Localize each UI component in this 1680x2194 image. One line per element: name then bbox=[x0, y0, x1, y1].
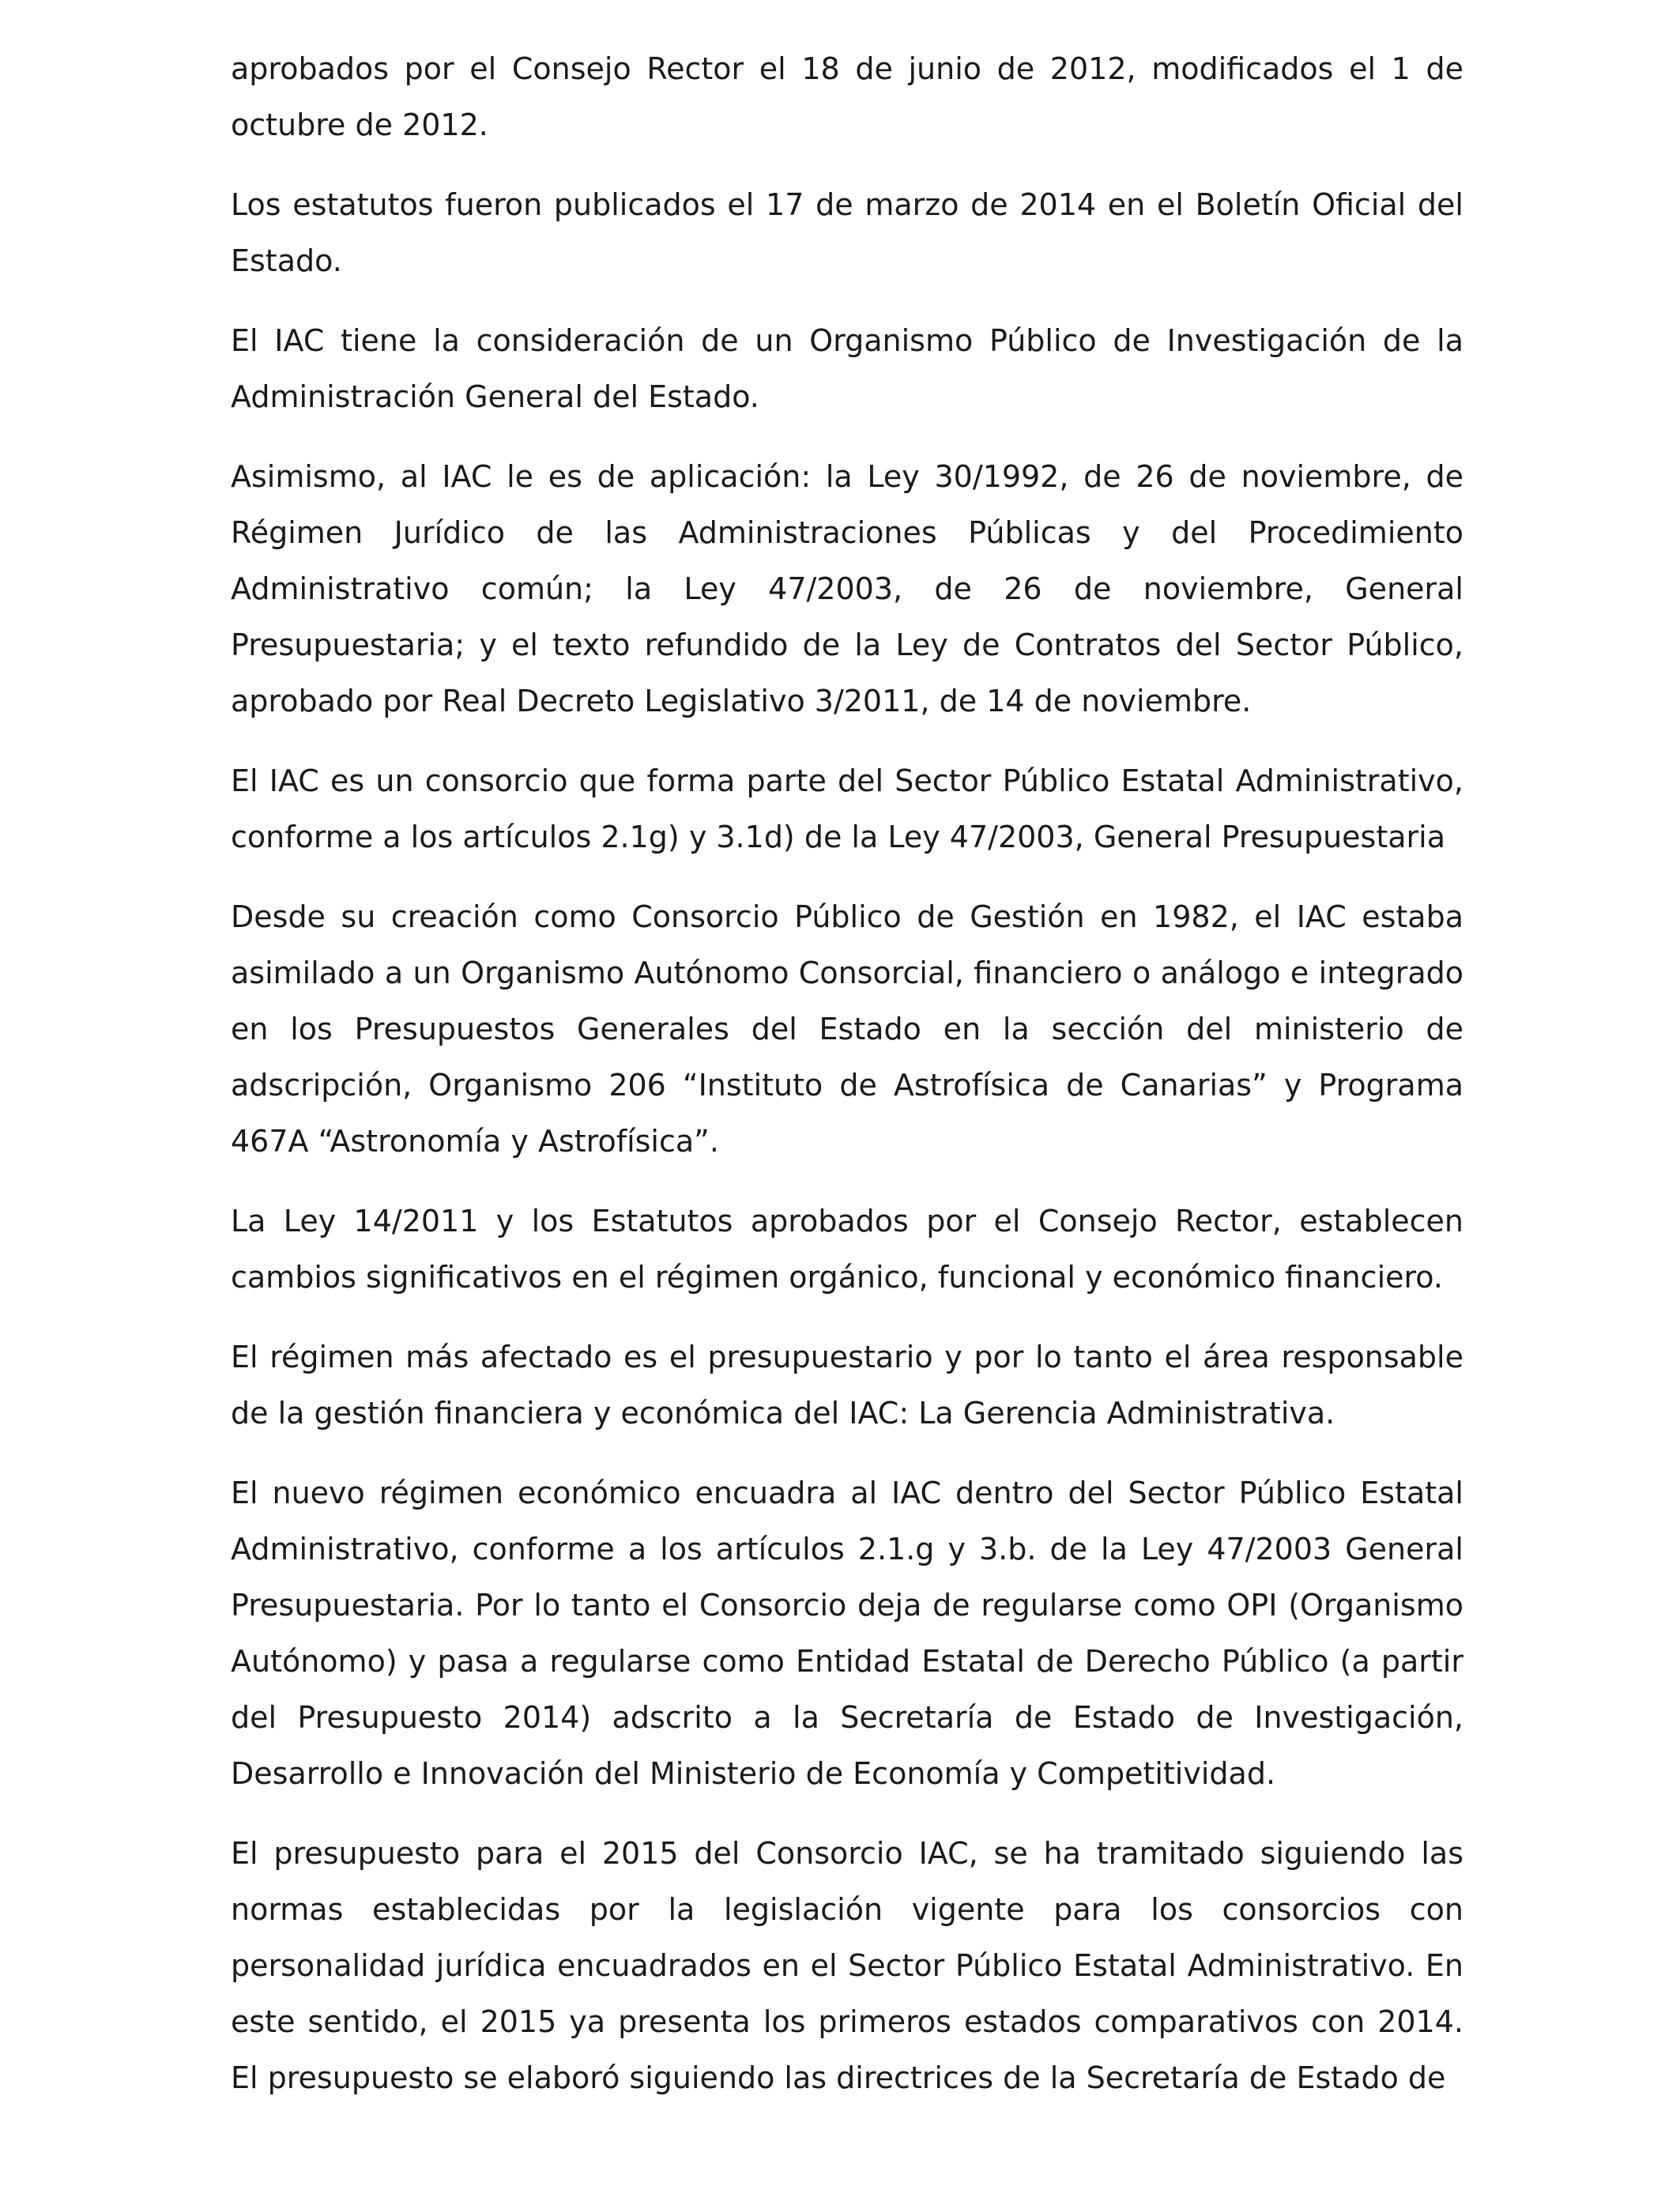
paragraph-4: Asimismo, al IAC le es de aplicación: la Ley 30/1992, de 26 de noviembre, de Régimen Jurídico de las Administraciones Públicas y del Procedimiento Administrativo común; la Ley 47/2003, de 26 de noviembre, General Presupuestaria; y el texto refundido de la Ley de Contratos del Sector Público, aprobado por Real Decreto Legislativo 3/2011, de 14 de noviembre. bbox=[231, 459, 1463, 718]
paragraph-3: El IAC tiene la consideración de un Organismo Público de Investigación de la Administración General del Estado. bbox=[231, 323, 1463, 414]
paragraph-5: El IAC es un consorcio que forma parte del Sector Público Estatal Administrativo, conforme a los artículos 2.1g) y 3.1d) de la Ley 47/2003, General Presupuestaria bbox=[231, 763, 1463, 854]
paragraph-7: La Ley 14/2011 y los Estatutos aprobados por el Consejo Rector, establecen cambios significativos en el régimen orgánico, funcional y económico financiero. bbox=[231, 1204, 1463, 1295]
document-body bbox=[231, 41, 1463, 2130]
paragraph-10: El presupuesto para el 2015 del Consorcio IAC, se ha tramitado siguiendo las normas establecidas por la legislación vigente para los consorcios con personalidad jurídica encuadrados en el Sector Público Estatal Administrativo. En este sentido, el 2015 ya presenta los primeros estados comparativos con 2014. El presupuesto se elaboró siguiendo las directrices de la Secretaría de Estado de bbox=[231, 1836, 1463, 2095]
paragraph-8: El régimen más afectado es el presupuestario y por lo tanto el área responsable de la gestión financiera y económica del IAC: La Gerencia Administrativa. bbox=[231, 1340, 1463, 1431]
paragraph-9: El nuevo régimen económico encuadra al IAC dentro del Sector Público Estatal Administrativo, conforme a los artículos 2.1.g y 3.b. de la Ley 47/2003 General Presupuestaria. Por lo tanto el Consorcio deja de regularse como OPI (Organismo Autónomo) y pasa a regularse como Entidad Estatal de Derecho Público (a partir del Presupuesto 2014) adscrito a la Secretaría de Estado de Investigación, Desarrollo e Innovación del Ministerio de Economía y Competitividad. bbox=[231, 1476, 1463, 1791]
paragraph-6: Desde su creación como Consorcio Público de Gestión en 1982, el IAC estaba asimilado a un Organismo Autónomo Consorcial, financiero o análogo e integrado en los Presupuestos Generales del Estado en la sección del ministerio de adscripción, Organismo 206 “Instituto de Astrofísica de Canarias” y Programa 467A “Astronomía y Astrofísica”. bbox=[231, 899, 1463, 1159]
paragraph-2: Los estatutos fueron publicados el 17 de marzo de 2014 en el Boletín Oficial del Estado. bbox=[231, 187, 1463, 278]
paragraph-1: aprobados por el Consejo Rector el 18 de junio de 2012, modificados el 1 de octubre de 2012. bbox=[231, 51, 1463, 142]
